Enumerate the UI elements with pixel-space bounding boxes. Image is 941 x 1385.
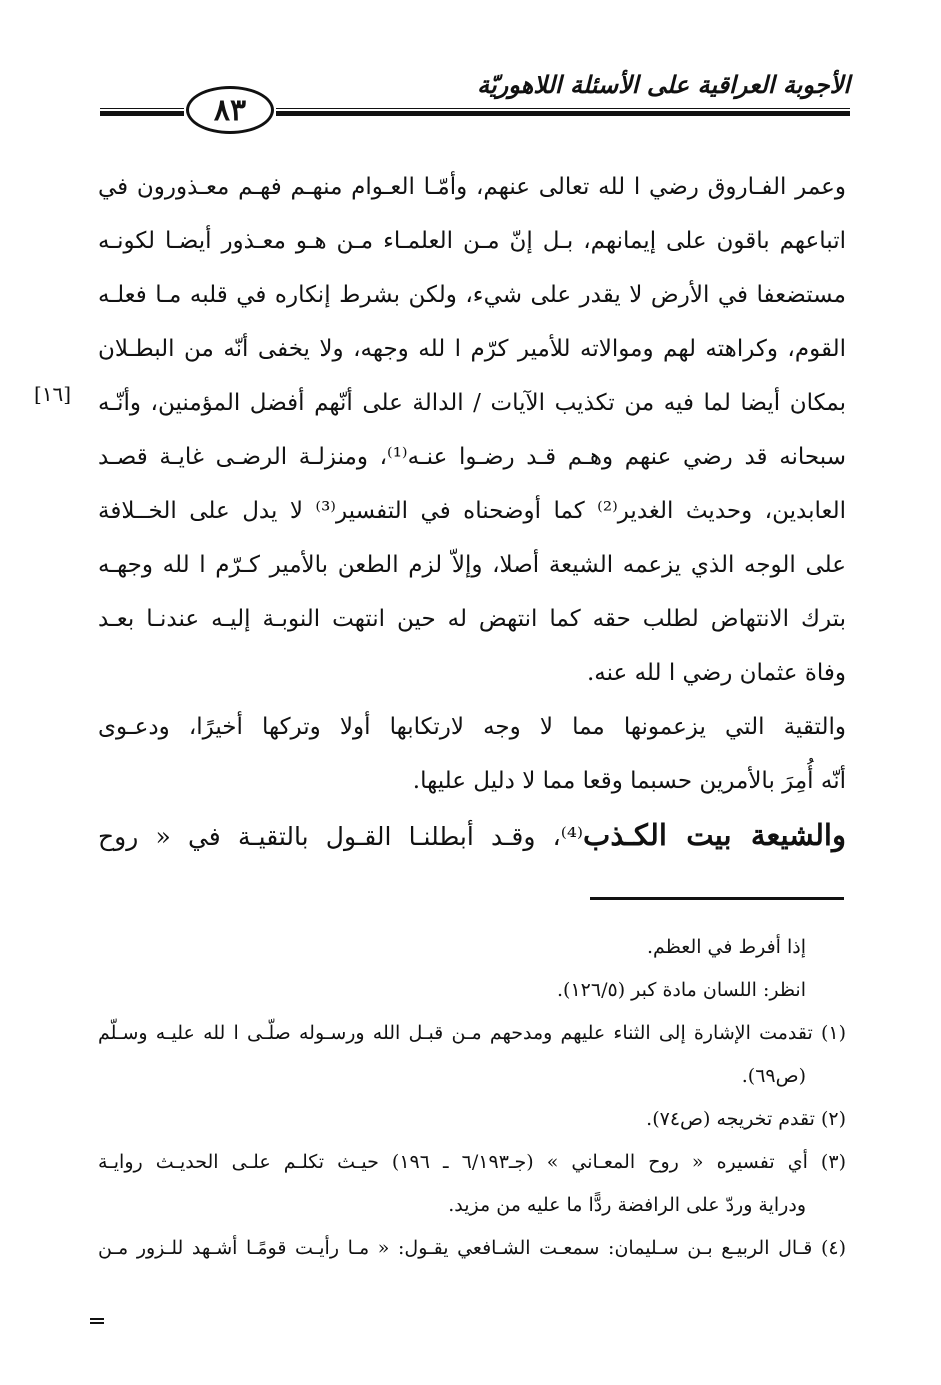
footnote-separator — [590, 897, 844, 900]
text-line: على الوجه الذي يزعمه الشيعة أصلا، وإلاّ لزم الطعن بالأمير كـرّم ا لله وجهـه — [98, 552, 846, 578]
text-continuation: ، وقـد أبطلنـا القـول بالتقيـة في « روح — [98, 822, 561, 851]
margin-page-reference: [١٦] — [34, 382, 72, 406]
footnote-line: انظر: اللسان مادة كبر (١٢٦/٥). — [557, 979, 806, 1001]
running-title: الأجوبة العراقية على الأسئلة اللاهوريّة — [477, 70, 850, 99]
text-line: بمكان أيضا لما فيه من تكذيب الآيات / الدالة على أنّهم أفضل المؤمنين، وأنّـه — [98, 390, 846, 416]
footnote-line: (١) تقدمت الإشارة إلى الثناء عليهم ومدحهم مـن قبـل الله ورسـوله صلّـى ا لله عليـه وسـلّم — [98, 1022, 846, 1044]
text-line: مستضعفا في الأرض لا يقدر على شيء، ولكن بشرط إنكاره في قلبه مـا فعلـه — [98, 282, 846, 308]
text-line: القوم، وكراهته لهم وموالاته للأمير كرّم ا لله وجهه، ولا يخفى أنّه من البطـلان — [98, 336, 846, 362]
continuation-mark — [90, 1318, 104, 1324]
footnotes — [98, 926, 846, 1270]
footnote-line: (٣) أي تفسيره « روح المعـاني » (جـ٦/١٩٣ ـ ١٩٦) حيـث تكلـم علـى الحديـث روايـة — [98, 1151, 846, 1173]
text-line: العابدين، وحديث الغدير⁽²⁾ كما أوضحناه في التفسير⁽³⁾ لا يدل على الخــلافة — [98, 498, 846, 524]
footnote-line: (ص٦٩). — [741, 1065, 806, 1087]
header-rule-right — [276, 108, 850, 118]
page-number: ٨٣ — [186, 86, 274, 134]
footnote-line: (٤) قـال الربيـع بـن سـليمان: سمعـت الشـافعي يقـول: « مـا رأيـت قومًـا أشـهد للـزور مـن — [98, 1237, 846, 1259]
text-line: وفاة عثمان رضي ا لله عنه. — [586, 660, 846, 686]
footnote-line: (٢) تقدم تخريجه (ص٧٤). — [646, 1108, 846, 1130]
footnote-marker: ⁽⁴⁾ — [560, 822, 584, 851]
header-rule-left — [100, 108, 184, 118]
emphasis-phrase: والشيعة بيت الكـذب — [583, 818, 846, 852]
footnote-line: إذا أفرط في العظم. — [647, 936, 806, 958]
text-line: سبحانه قد رضي عنهم وهـم قـد رضـوا عنـه⁽¹⁾، ومنزلـة الرضـى غايـة قصـد — [98, 444, 846, 470]
footnote-line: ودراية وردّ على الرافضة ردًّا ما عليه من مزيد. — [448, 1194, 806, 1216]
text-line: والتقية التي يزعمونها مما لا وجه لارتكابها أولا وتركها أخيرًا، ودعـوى — [98, 714, 846, 740]
text-line: أنّه أُمِرَ بالأمرين حسبما وقعا مما لا دليل عليها. — [412, 768, 846, 794]
main-text — [98, 160, 846, 862]
text-line: وعمر الفـاروق رضي ا لله تعالى عنهم، وأمّـا العـوام منهـم فهـم معـذورون في — [98, 174, 846, 200]
text-line-emphasis — [98, 808, 846, 862]
page-header — [100, 64, 850, 134]
text-line: اتباعهم باقون على إيمانهم، بـل إنّ مـن العلمـاء مـن هـو معـذور أيضـا لكونـه — [98, 228, 846, 254]
text-line: بترك الانتهاض لطلب حقه كما انتهض له حين انتهت النوبـة إليـه عندنـا بعـد — [98, 606, 846, 632]
